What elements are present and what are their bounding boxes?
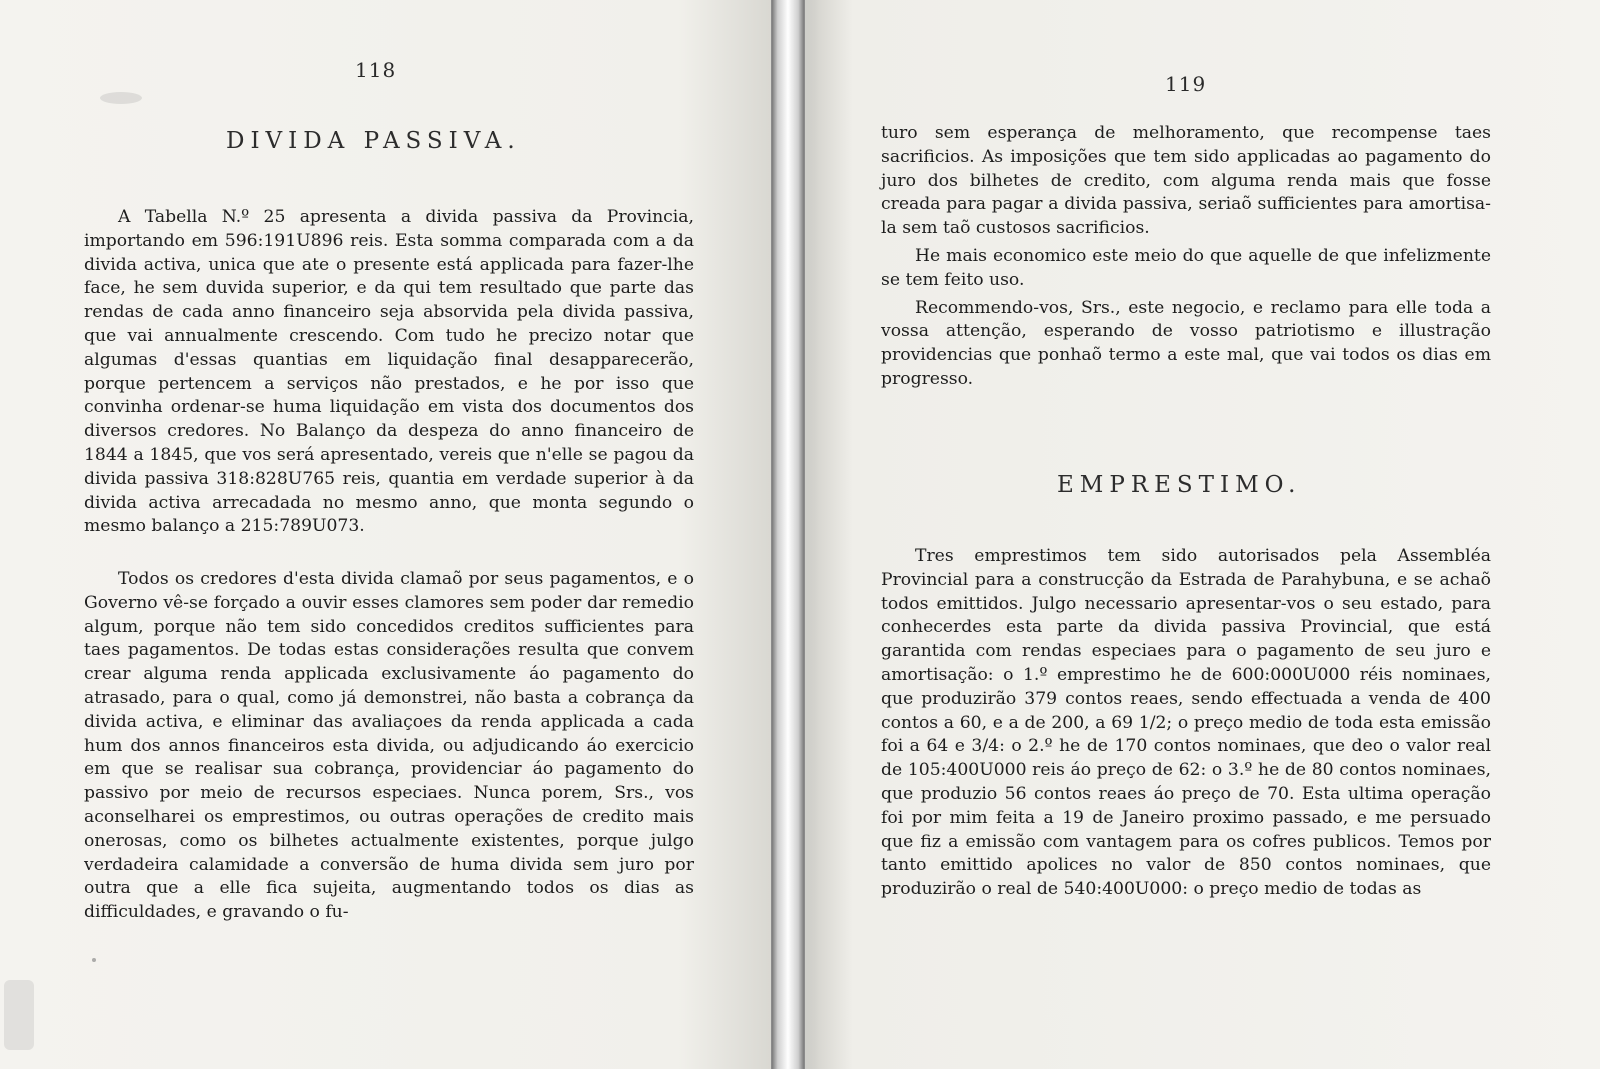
right-paragraph-1: turo sem esperança de melhoramento, que recompense taes sacrificios. As imposições que tem sido applicadas ao pagamento do juro dos bilhetes de credito, com alguma renda mais que fosse creada para pagar a divida passiva, seriaõ sufficientes para amortisa-la sem taõ custosos sacrificios.: [881, 123, 1491, 239]
left-page-heading: DIVIDA PASSIVA.: [226, 128, 521, 154]
left-paragraph-2: Todos os credores d'esta divida clamaõ por seus pagamentos, e o Governo vê-se forçado a ouvir esses clamores sem poder dar remedio algum, porque não tem sido concedidos creditos sufficientes para taes pagamentos. De todas estas considerações resulta que convem crear alguma renda applicada exclusivamente áo pagamento do atrasado, para o qual, como já demonstrei, não basta a cobrança da divida activa, e eliminar das avaliaçoes da renda applicada a cada hum dos annos financeiros esta divida, ou adjudicando áo exercicio em que se realisar sua cobrança, providenciar áo pagamento do passivo por meio de recursos especiaes. Nunca porem, Srs., vos aconselharei os emprestimos, ou outras operações de credito mais onerosas, como os bilhetes actualmente existentes, porque julgo verdadeira calamidade a conversão de huma divida sem juro por outra que a elle fica sujeita, augmentando todos os dias as difficuldades, e gravando o fu-: [84, 569, 694, 923]
paper-stain: [100, 92, 142, 104]
left-paragraph-1: A Tabella N.º 25 apresenta a divida passiva da Provincia, importando em 596:191U896 reis. Esta somma comparada com a da divida activa, unica que ate o presente está applicada para fazer-lhe face, he sem duvida superior, e da qui tem resultado que parte das rendas de cada anno financeiro seja absorvida pela divida passiva, que vai annualmente crescendo. Com tudo he precizo notar que algumas d'essas quantias em liquidação final desapparecerão, porque pertencem a serviços não prestados, e he por isso que convinha ordenar-se huma liquidação em vista dos documentos dos diversos credores. No Balanço da despeza do anno financeiro de 1844 a 1845, que vos será apresentado, vereis que n'elle se pagou da divida passiva 318:828U765 reis, quantia em verdade superior à da divida activa arrecadada no mesmo anno, que monta segundo o mesmo balanço a 215:789U073.: [84, 207, 694, 537]
right-page: [804, 0, 1600, 1069]
left-text-block-2: [84, 568, 694, 929]
left-page-number: 118: [355, 58, 397, 82]
right-paragraph-4: Tres emprestimos tem sido autorisados pela Assembléa Provincial para a construcção da Estrada de Parahybuna, e se achaõ todos emittidos. Julgo necessario apresentar-vos o seu estado, para conhecerdes esta parte da divida passiva Provincial, que está garantida com rendas especiaes para o pagamento de seu juro e amortisação: o 1.º emprestimo he de 600:000U000 réis nominaes, que produzirão 379 contos reaes, sendo effectuada a venda de 400 contos a 60, e a de 200, a 69 1/2; o preço medio de toda esta emissão foi a 64 e 3/4: o 2.º he de 170 contos nominaes, que deo o valor real de 105:400U000 reis áo preço de 62: o 3.º he de 80 contos nominaes, que produzio 56 contos reaes áo preço de 70. Esta ultima operação foi por mim feita a 19 de Janeiro proximo passado, e me persuado que fiz a emissão com vantagem para os cofres publicos. Temos por tanto emittido apolices no valor de 850 contos nominaes, que produzirão o real de 540:400U000: o preço medio de todas as: [881, 546, 1491, 900]
paper-speck: [92, 958, 96, 962]
book-gutter: [772, 0, 804, 1069]
right-page-number: 119: [1165, 72, 1207, 96]
right-text-block-2: [881, 545, 1491, 906]
left-page: [0, 0, 772, 1069]
right-text-block-1: [881, 122, 1491, 396]
right-page-heading: EMPRESTIMO.: [1057, 472, 1302, 498]
paper-stain: [4, 980, 34, 1050]
right-page-edge-shade: [805, 0, 819, 1069]
right-paragraph-2: He mais economico este meio do que aquelle de que infelizmente se tem feito uso.: [881, 245, 1491, 290]
left-text-block-1: [84, 206, 694, 543]
right-paragraph-3: Recommendo-vos, Srs., este negocio, e reclamo para elle toda a vossa attenção, esperando de vosso patriotismo e illustração providencias que ponhaõ termo a este mal, que vai todos os dias em progresso.: [881, 297, 1491, 389]
